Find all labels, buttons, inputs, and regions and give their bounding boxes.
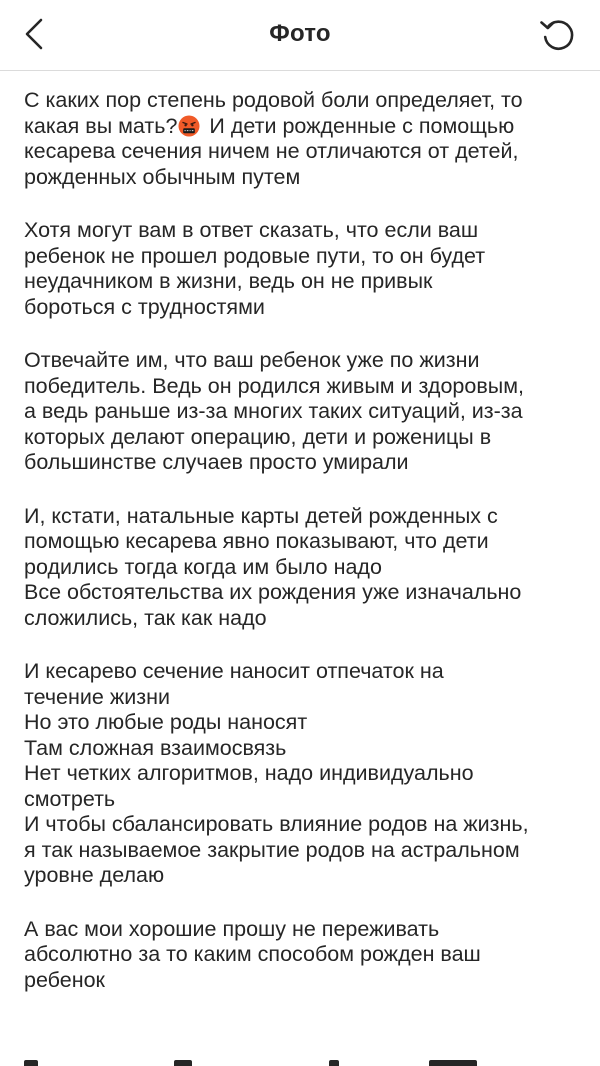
caption-line [24,244,584,270]
caption-line [24,295,584,321]
caption-line [24,529,584,555]
caption-line [24,504,584,530]
caption-text: И, кстати, натальные карты детей рожденных с [24,503,498,528]
caption-text: большинстве случаев просто умирали [24,450,409,474]
caption-line [24,348,584,374]
caption-line [24,450,584,476]
caption-line [24,165,584,191]
caption-line [24,374,584,400]
caption-line [24,917,584,943]
caption-line [24,88,584,114]
caption-line [24,555,584,581]
caption-line [24,736,584,762]
cut-off-line [24,1058,564,1066]
top-bar [0,0,600,71]
caption-text: Все обстоятельства их рождения уже изначально [24,580,522,604]
caption-text: я так называемое закрытие родов на астральном [24,837,520,862]
angry-face-emoji [178,115,200,137]
caption-line [24,659,584,685]
caption-line [24,812,584,838]
caption-text: рожденных обычным путем [24,164,301,189]
caption-paragraph [24,659,584,889]
caption-line [24,761,584,787]
caption-paragraph [24,917,584,994]
page-title: Фото [269,20,331,47]
caption-text: сложились, так как надо [24,605,267,630]
caption-text: а ведь раньше из-за многих таких ситуаций, из-за [24,399,523,423]
caption-text: И кесарево сечение наносит отпечаток на [24,659,444,683]
caption-paragraph [24,504,584,632]
caption-line [24,968,584,994]
caption-text: победитель. Ведь он родился живым и здоровым, [24,373,524,398]
caption-text: Там сложная взаимосвязь [24,735,287,760]
caption-line [24,218,584,244]
caption-line [24,139,584,165]
caption-line [24,685,584,711]
caption-paragraph [24,218,584,320]
caption-text: А вас мои хорошие прошу не переживать [24,916,440,941]
caption-text: уровне делаю [24,863,165,887]
caption-text: С каких пор степень родовой боли определяет, то [24,88,523,112]
caption-line [24,114,584,140]
caption-paragraph [24,348,584,476]
caption-line [24,425,584,451]
caption-text: смотреть [24,786,116,811]
caption-text: ребенок не прошел родовые пути, то он будет [24,243,486,268]
caption-text: абсолютно за то каким способом рожден ваш [24,942,481,966]
caption-line [24,580,584,606]
caption-text: родились тогда когда им было надо [24,554,382,579]
caption-line [24,710,584,736]
caption-text: Но это любые роды наносят [24,710,308,734]
caption-text: Нет четких алгоритмов, надо индивидуально [24,761,474,785]
caption-line [24,863,584,889]
caption-text: кесарева сечения ничем не отличаются от детей, [24,139,519,163]
caption-text: бороться с трудностями [24,294,265,319]
caption-text: течение жизни [24,684,170,709]
caption-line [24,838,584,864]
caption-text: И чтобы сбалансировать влияние родов на жизнь, [24,812,529,836]
caption-text: Отвечайте им, что ваш ребенок уже по жизни [24,348,480,372]
rotate-button[interactable] [534,10,582,58]
caption-line [24,269,584,295]
caption-text: которых делают операцию, дети и роженицы в [24,424,492,449]
caption-text: неудачником в жизни, ведь он не привык [24,269,433,293]
caption-paragraph [24,88,584,190]
post-caption [24,88,584,1021]
caption-text: какая вы мать? [24,113,178,138]
caption-line [24,787,584,813]
caption-line [24,399,584,425]
caption-text: ребенок [24,967,105,992]
caption-line [24,942,584,968]
caption-text: И дети рожденные с помощью [203,113,515,138]
caption-text: Хотя могут вам в ответ сказать, что если ваш [24,218,479,242]
caption-line [24,606,584,632]
rotate-ccw-icon [538,14,578,54]
caption-text: помощью кесарева явно показывают, что дети [24,529,489,553]
